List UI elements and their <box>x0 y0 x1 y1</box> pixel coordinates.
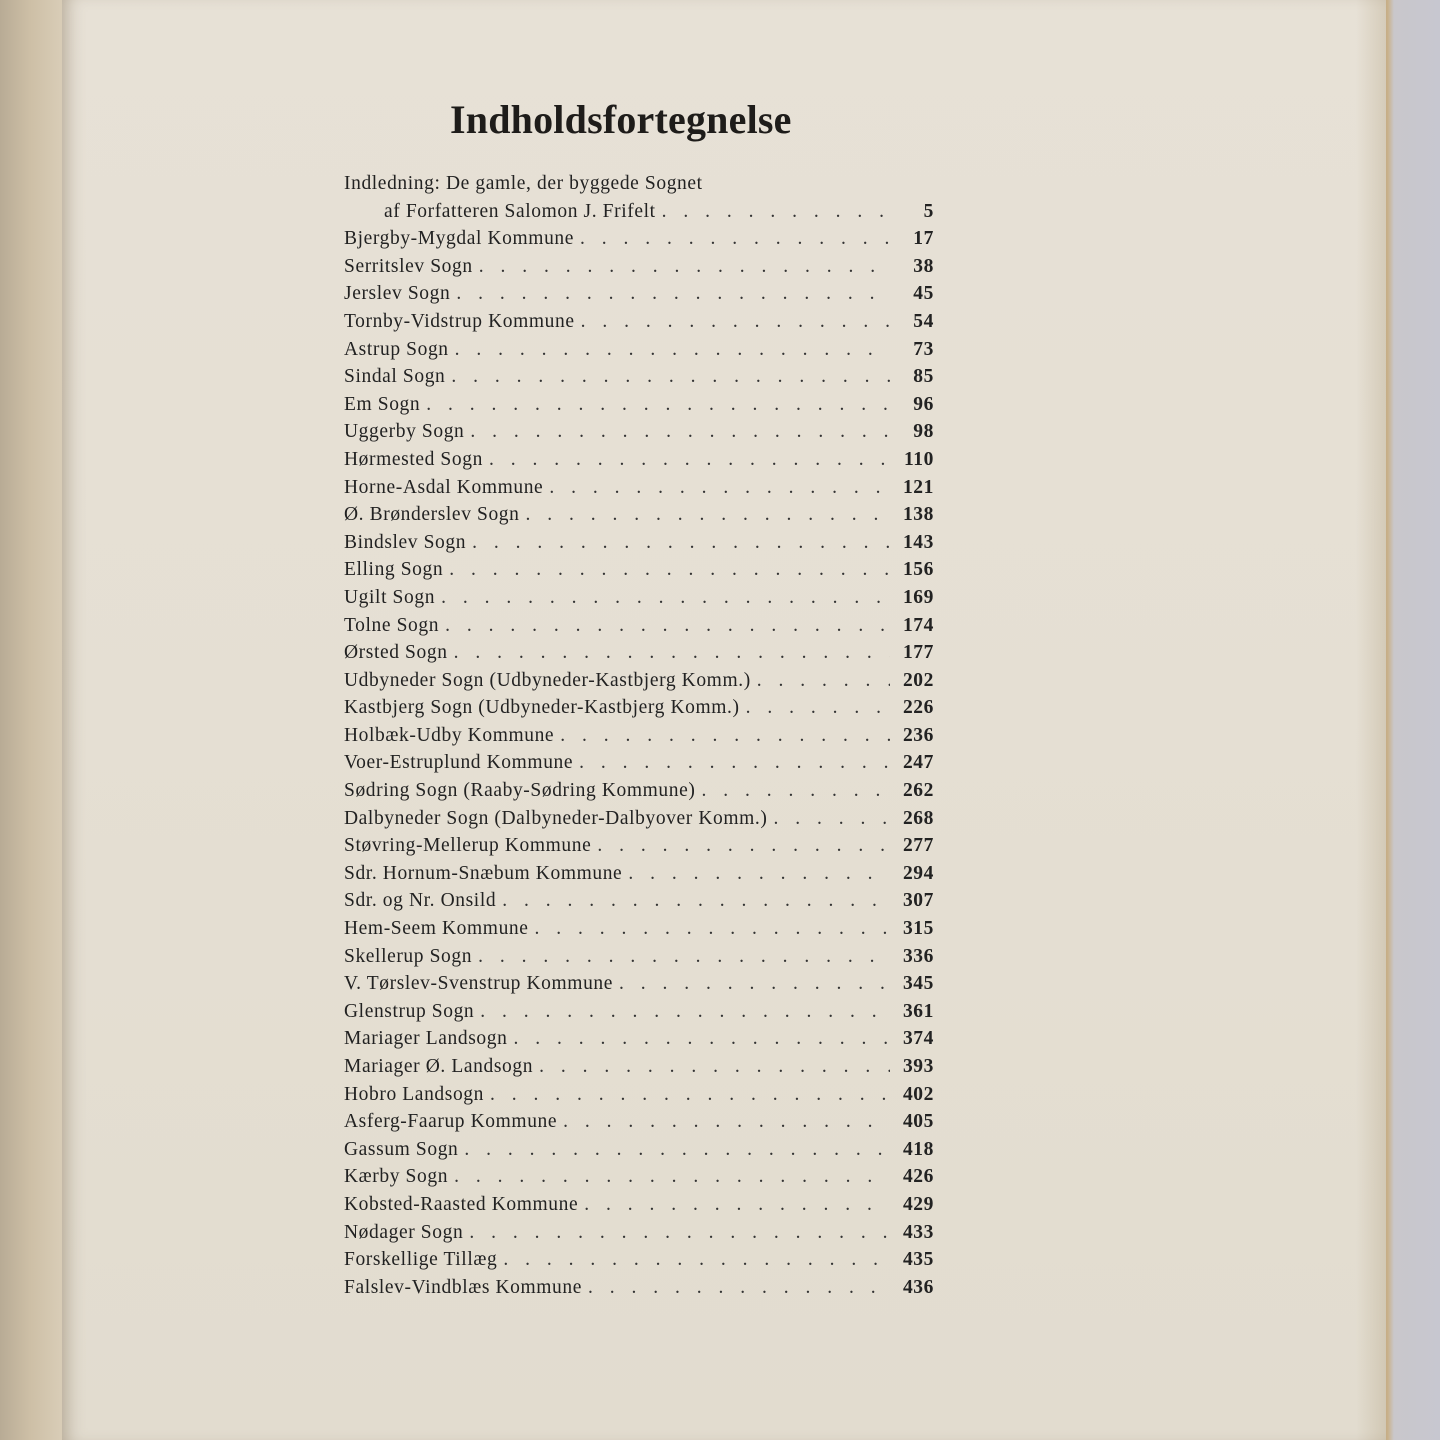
dot-leader <box>445 612 890 640</box>
toc-entry-label: Hørmested Sogn <box>344 448 483 470</box>
toc-intro-line-2 <box>344 198 934 226</box>
page-title: Indholdsfortegnelse <box>450 97 792 142</box>
toc-entry-page: 402 <box>902 1083 934 1105</box>
dot-leader <box>456 280 890 308</box>
toc-entry-label: Ø. Brønderslev Sogn <box>344 504 520 526</box>
toc-entry-page: 174 <box>902 614 934 636</box>
dot-leader <box>489 446 890 474</box>
toc-entry-label: Ugilt Sogn <box>344 586 436 608</box>
dot-leader <box>478 943 890 971</box>
toc-entry-label: Falslev-Vindblæs Kommune <box>344 1276 583 1298</box>
toc-entry-label: Skellerup Sogn <box>344 945 473 967</box>
dot-leader <box>503 1246 890 1274</box>
toc-entry-label: Hobro Landsogn <box>344 1083 485 1105</box>
dot-leader <box>581 308 890 336</box>
dot-leader <box>563 1108 890 1136</box>
toc-entry-page: 393 <box>902 1056 934 1077</box>
toc-entry <box>344 584 934 612</box>
dot-leader <box>662 198 890 226</box>
toc-entry-page: 110 <box>904 448 934 470</box>
toc-entry-label: Sødring Sogn (Raaby-Sødring Kommune) <box>344 780 696 802</box>
toc-entry-label: Hem-Seem Kommune <box>344 918 529 940</box>
toc-intro-author: af Forfatteren Salomon J. Frifelt <box>384 200 656 222</box>
toc-entry-label: Dalbyneder Sogn (Dalbyneder-Dalbyover Komm.) <box>344 807 768 829</box>
dot-leader <box>773 805 890 833</box>
toc-entry-label: Uggerby Sogn <box>344 421 465 443</box>
toc-entry <box>344 1081 934 1109</box>
toc-entry-page: 361 <box>902 1000 934 1022</box>
table-of-contents <box>344 170 934 1301</box>
toc-entry <box>344 860 934 888</box>
toc-entry-page: 374 <box>902 1028 934 1050</box>
toc-entry-page: 247 <box>902 752 934 774</box>
toc-entry-label: Serritslev Sogn <box>344 255 473 277</box>
toc-entry <box>344 363 934 391</box>
toc-entry-label: Kobsted-Raasted Kommune <box>344 1193 579 1215</box>
toc-entry-page: 38 <box>913 255 934 277</box>
dot-leader <box>535 915 890 943</box>
toc-entry-label: Tornby-Vidstrup Kommune <box>344 310 575 332</box>
toc-entry <box>344 1246 934 1274</box>
toc-entry-label: Kærby Sogn <box>344 1166 449 1188</box>
toc-entry-label: Jerslev Sogn <box>344 283 451 305</box>
toc-entry <box>344 943 934 971</box>
toc-entry-label: Bjergby-Mygdal Kommune <box>344 228 575 250</box>
toc-entry <box>344 639 934 667</box>
toc-entry-page: 418 <box>902 1138 934 1160</box>
toc-entry <box>344 1191 934 1219</box>
dot-leader <box>560 722 890 750</box>
toc-entry-page: 143 <box>902 531 934 553</box>
toc-entry-label: Mariager Ø. Landsogn <box>344 1056 534 1077</box>
dot-leader <box>426 391 890 419</box>
toc-entry-page: 96 <box>913 393 934 415</box>
toc-entry <box>344 418 934 446</box>
toc-entry-label: Holbæk-Udby Kommune <box>344 724 555 746</box>
toc-entry <box>344 1136 934 1164</box>
toc-entry-label: Gassum Sogn <box>344 1138 459 1160</box>
toc-entry-page: 429 <box>902 1193 934 1215</box>
toc-entry <box>344 805 934 833</box>
toc-entry-page: 426 <box>902 1166 934 1188</box>
toc-entry-page: 177 <box>902 642 934 664</box>
toc-entry <box>344 612 934 640</box>
dot-leader <box>539 1053 890 1081</box>
toc-entry <box>344 667 934 695</box>
dot-leader <box>502 887 890 915</box>
toc-entry-label: Mariager Landsogn <box>344 1028 508 1050</box>
toc-entry-page: 336 <box>902 945 934 967</box>
toc-entry-page: 435 <box>902 1249 934 1271</box>
toc-entry-label: Em Sogn <box>344 393 421 415</box>
toc-entry-page: 307 <box>902 890 934 912</box>
toc-entry-page: 202 <box>902 669 934 691</box>
toc-entry <box>344 391 934 419</box>
toc-entry <box>344 501 934 529</box>
toc-entry <box>344 777 934 805</box>
toc-intro-line-1 <box>344 170 934 198</box>
toc-entry <box>344 336 934 364</box>
toc-entry-label: V. Tørslev-Svenstrup Kommune <box>344 973 614 995</box>
toc-entry-page: 226 <box>902 697 934 719</box>
dot-leader <box>455 336 890 364</box>
toc-entry <box>344 1219 934 1247</box>
toc-entry <box>344 722 934 750</box>
toc-entry <box>344 280 934 308</box>
toc-entry-page: 73 <box>913 338 934 360</box>
toc-entry-page: 294 <box>902 862 934 884</box>
dot-leader <box>449 556 890 584</box>
dot-leader <box>479 253 890 281</box>
toc-entry-label: Astrup Sogn <box>344 338 449 360</box>
dot-leader <box>580 225 890 253</box>
dot-leader <box>470 418 890 446</box>
toc-entry-page: 345 <box>902 973 934 995</box>
toc-intro-page: 5 <box>923 200 934 222</box>
toc-entry-page: 433 <box>902 1221 934 1243</box>
toc-entry-page: 54 <box>913 310 934 332</box>
dot-leader <box>454 1163 890 1191</box>
toc-intro-title: Indledning: De gamle, der byggede Sognet <box>344 173 703 194</box>
dot-leader <box>549 474 890 502</box>
dot-leader <box>588 1274 890 1302</box>
toc-entry-label: Tolne Sogn <box>344 614 440 636</box>
toc-entry-label: Støvring-Mellerup Kommune <box>344 835 592 857</box>
book-page <box>62 0 1386 1440</box>
toc-entry <box>344 308 934 336</box>
dot-leader <box>469 1219 890 1247</box>
toc-entry-page: 169 <box>902 586 934 608</box>
toc-entry-page: 121 <box>902 476 934 498</box>
toc-entry <box>344 1053 934 1081</box>
toc-entry-page: 17 <box>913 228 934 250</box>
toc-entry <box>344 915 934 943</box>
dot-leader <box>701 777 890 805</box>
adjacent-page-edge <box>1380 0 1440 1440</box>
dot-leader <box>472 529 890 557</box>
toc-entry-label: Udbyneder Sogn (Udbyneder-Kastbjerg Komm.) <box>344 669 751 691</box>
toc-entry-label: Forskellige Tillæg <box>344 1249 498 1271</box>
toc-entry-page: 405 <box>902 1111 934 1133</box>
toc-entry-page: 138 <box>902 504 934 526</box>
toc-entry-page: 268 <box>902 807 934 829</box>
toc-entry-label: Asferg-Faarup Kommune <box>344 1111 558 1133</box>
toc-entry-page: 436 <box>902 1276 934 1298</box>
toc-entry-page: 277 <box>902 835 934 857</box>
toc-entry-page: 98 <box>913 421 934 443</box>
toc-entry <box>344 887 934 915</box>
dot-leader <box>579 749 890 777</box>
toc-entry <box>344 1163 934 1191</box>
toc-entry-label: Sdr. Hornum-Snæbum Kommune <box>344 862 623 884</box>
dot-leader <box>451 363 890 391</box>
toc-entry-page: 85 <box>913 366 934 388</box>
toc-entry <box>344 749 934 777</box>
toc-entry-label: Kastbjerg Sogn (Udbyneder-Kastbjerg Komm.) <box>344 697 740 719</box>
toc-entry <box>344 970 934 998</box>
dot-leader <box>464 1136 890 1164</box>
toc-entry-label: Nødager Sogn <box>344 1221 464 1243</box>
toc-entry <box>344 556 934 584</box>
toc-entry-label: Sindal Sogn <box>344 366 446 388</box>
toc-entry <box>344 694 934 722</box>
dot-leader <box>619 970 890 998</box>
toc-entry-label: Elling Sogn <box>344 559 444 581</box>
toc-entry <box>344 832 934 860</box>
toc-entry <box>344 1108 934 1136</box>
toc-entry <box>344 474 934 502</box>
dot-leader <box>454 639 890 667</box>
toc-entry-label: Horne-Asdal Kommune <box>344 476 544 498</box>
toc-entry-page: 315 <box>902 918 934 940</box>
toc-entry-page: 236 <box>902 724 934 746</box>
dot-leader <box>746 694 890 722</box>
dot-leader <box>526 501 890 529</box>
dot-leader <box>490 1081 890 1109</box>
toc-entry <box>344 253 934 281</box>
toc-entry-label: Glenstrup Sogn <box>344 1000 475 1022</box>
toc-entry-page: 156 <box>902 559 934 581</box>
dot-leader <box>480 998 890 1026</box>
dot-leader <box>628 860 890 888</box>
dot-leader <box>441 584 890 612</box>
toc-entry <box>344 1025 934 1053</box>
dot-leader <box>757 667 890 695</box>
dot-leader <box>584 1191 890 1219</box>
toc-entry-page: 262 <box>902 780 934 802</box>
toc-entry-page: 45 <box>913 283 934 305</box>
dot-leader <box>597 832 890 860</box>
dot-leader <box>513 1025 890 1053</box>
toc-entry <box>344 998 934 1026</box>
toc-entry <box>344 446 934 474</box>
toc-entry <box>344 225 934 253</box>
toc-entry-label: Voer-Estruplund Kommune <box>344 752 574 774</box>
toc-entry <box>344 1274 934 1302</box>
toc-entry-label: Sdr. og Nr. Onsild <box>344 890 497 912</box>
toc-entry-label: Bindslev Sogn <box>344 531 467 553</box>
toc-entry <box>344 529 934 557</box>
toc-entry-label: Ørsted Sogn <box>344 642 448 664</box>
